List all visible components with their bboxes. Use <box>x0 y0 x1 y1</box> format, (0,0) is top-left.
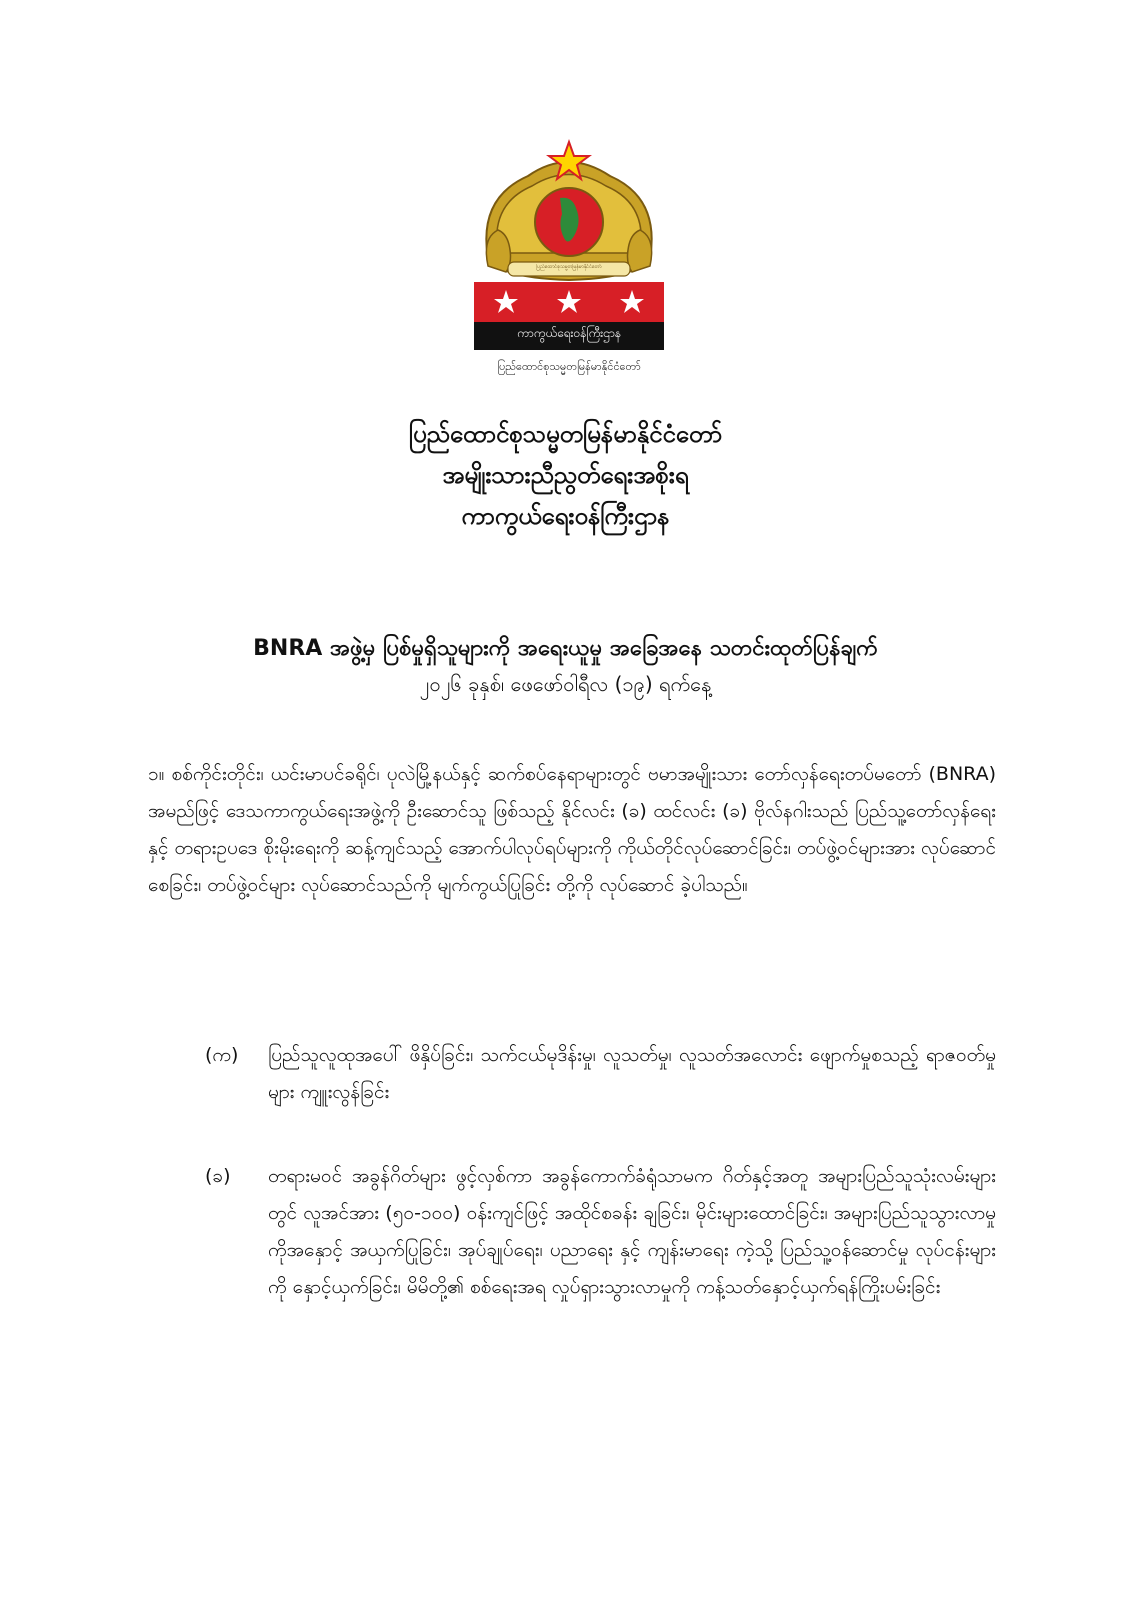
list-item-text: တရားမဝင် အခွန်ဂိတ်များ ဖွင့်လှစ်ကာ အခွန်ကောက်ခံရုံသာမက ဂိတ်နှင့်အတူ အများပြည်သူသုံးလမ်းများတွင် လူအင်အား (၅၀-၁၀၀) ဝန်းကျင်ဖြင့် အထိုင်စခန်း ချခြင်း၊ မိုင်းများထောင်ခြင်း၊ အများပြည်သူသွားလာမှုကိုအနှောင့် အယှက်ပြုခြင်း၊ အုပ်ချုပ်ရေး၊ ပညာရေး နှင့် ကျန်းမာရေး ကဲ့သို့ ပြည်သူ့ဝန်ဆောင်မှု လုပ်ငန်းများကို နှောင့်ယှက်ခြင်း၊ မိမိတို့၏ စစ်ရေးအရ လှုပ်ရှားသွားလာမှုကို ကန့်သတ်နှောင့်ယှက်ရန်ကြိုးပမ်းခြင်း <box>268 1165 996 1298</box>
list-item-label: (က) <box>205 1044 239 1066</box>
header-ministry: ကာကွယ်ရေးဝန်ကြီးဌာန <box>461 502 670 530</box>
list-item-kha <box>205 1158 996 1306</box>
list-item-ka <box>205 1037 996 1111</box>
header-country: ပြည်ထောင်စုသမ္မတမြန်မာနိုင်ငံတော် <box>408 420 723 448</box>
list-item-label: (ခ) <box>205 1165 231 1187</box>
statement-title: BNRA အဖွဲ့မှ ပြစ်မှုရှိသူများကို အရေးယူမှု အခြေအနေ သတင်းထုတ်ပြန်ချက် <box>253 636 878 661</box>
emblem-seal-text: ပြည်ထောင်စုသမ္မတမြန်မာနိုင်ငံတော် <box>536 264 602 270</box>
emblem-caption: ပြည်ထောင်စုသမ္မတမြန်မာနိုင်ငံတော် <box>497 360 641 373</box>
seal-graphic <box>486 142 651 280</box>
header-government: အမျိုးသားညီညွတ်ရေးအစိုးရ <box>442 461 689 489</box>
list-item-text: ပြည်သူလူထုအပေါ် ဖိနှိပ်ခြင်း၊ သက်ငယ်မုဒိန်းမှု၊ လူသတ်မှု၊ လူသတ်အလောင်း ဖျောက်မှုစသည့် ရာဇဝတ်မှုများ ကျူးလွန်ခြင်း <box>268 1044 996 1103</box>
body-paragraph-1: ၁။ စစ်ကိုင်းတိုင်း၊ ယင်းမာပင်ခရိုင်၊ ပုလဲမြို့နယ်နှင့် ဆက်စပ်နေရာများတွင် ဗမာအမျိုးသား တော်လှန်ရေးတပ်မတော် (BNRA) အမည်ဖြင့် ဒေသကာကွယ်ရေးအဖွဲ့ကို ဦးဆောင်သူ ဖြစ်သည့် နိုင်လင်း (ခ) ထင်လင်း (ခ) ဗိုလ်နဂါးသည် ပြည်သူ့တော်လှန်ရေးနှင့် တရားဥပဒေ စိုးမိုးရေးကို ဆန့်ကျင်သည့် အောက်ပါလုပ်ရပ်များကို ကိုယ်တိုင်လုပ်ဆောင်ခြင်း၊ တပ်ဖွဲ့ဝင်များအား လုပ်ဆောင်စေခြင်း၊ တပ်ဖွဲ့ဝင်များ လုပ်ဆောင်သည်ကို မျက်ကွယ်ပြုခြင်း တို့ကို လုပ်ဆောင် ခဲ့ပါသည်။ <box>148 763 996 896</box>
emblem-banner-text: ကာကွယ်ရေးဝန်ကြီးဌာန <box>516 326 622 340</box>
statement-date: ၂၀၂၆ ခုနှစ်၊ ဖေဖော်ဝါရီလ (၁၉) ရက်နေ့ <box>419 672 712 696</box>
